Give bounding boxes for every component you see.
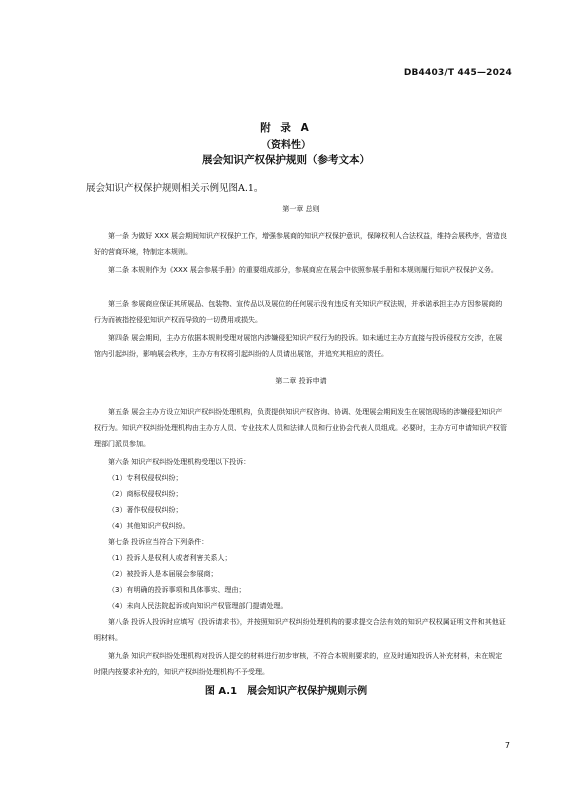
article-4: 第四条 展会期间，主办方依据本规则受理对展馆内涉嫌侵犯知识产权行为的投诉。如未通过主办方直接与投诉侵权方交涉，在展馆内引起纠纷，影响展会秩序，主办方有权将引起纠纷的人员请出展馆，并追究其相应的责任。 (94, 334, 503, 358)
intro-text: 展会知识产权保护规则相关示例见图A.1。 (86, 183, 264, 194)
article-8: 第八条 投诉人投诉时应填写《投诉请求书》，并按照知识产权纠纷处理机构的要求提交合法有效的知识产权权属证明文件和其他证明材料。 (94, 618, 506, 642)
article-7-item: （3）有明确的投诉事项和具体事实、理由； (108, 586, 246, 594)
article-1: 第一条 为做好 XXX 展会期间知识产权保护工作，增强参展商的知识产权保护意识，保障权利人合法权益，维持会展秩序，营造良好的营商环境，特制定本规则。 (94, 232, 508, 256)
article-2: 第二条 本规则作为《XXX 展会参展手册》的重要组成部分，参展商应在展会中依照参展手册和本规则履行知识产权保护义务。 (108, 266, 498, 274)
chapter-1-title: 第一章 总则 (282, 205, 320, 213)
article-6-item: （3）著作权侵权纠纷； (108, 506, 183, 514)
article-6-title: 第六条 知识产权纠纷处理机构受理以下投诉： (108, 458, 251, 466)
article-7-item: （4）未向人民法院起诉或向知识产权管理部门提请处理。 (108, 602, 288, 610)
article-6-item: （2）商标权侵权纠纷； (108, 490, 183, 498)
article-7-item: （1）投诉人是权利人或者利害关系人； (108, 554, 232, 562)
article-7-item: （2）被投诉人是本届展会参展商； (108, 570, 218, 578)
appendix-nature: （资料性） (261, 140, 311, 151)
page-number: 7 (504, 741, 510, 750)
figure-caption: 图 A.1 展会知识产权保护规则示例 (204, 686, 368, 697)
article-7-title: 第七条 投诉应当符合下列条件： (108, 538, 209, 546)
chapter-2-title: 第二章 投诉申请 (275, 377, 327, 385)
rules-title: 展会知识产权保护规则（参考文本） (202, 154, 370, 166)
figure-rules-example (86, 196, 516, 676)
article-3: 第三条 参展商应保证其所展品、包装物、宣传品以及展位的任何展示没有违反有关知识产权法规，并承诺承担主办方因参展商的行为而被指控侵犯知识产权而导致的一切费用或损失。 (94, 300, 503, 324)
standard-code: DB4403/T 445—2024 (403, 68, 512, 78)
article-6-item: （1）专利权侵权纠纷； (108, 474, 183, 482)
article-6-item: （4）其他知识产权纠纷。 (108, 522, 190, 530)
article-5: 第五条 展会主办方设立知识产权纠纷处理机构，负责提供知识产权咨询、协调、处理展会期间发生在展馆现场的涉嫌侵犯知识产权行为。知识产权纠纷处理机构由主办方人员、专业技术人员和法律人员和行业协会代表人员组成。必要时，主办方可申请知识产权管理部门派员参加。 (94, 408, 507, 448)
article-9: 第九条 知识产权纠纷处理机构对投诉人提交的材料进行初步审核，不符合本规则要求的，应及时通知投诉人补充材料，未在规定时限内按要求补充的，知识产权纠纷处理机构不予受理。 (94, 652, 503, 676)
appendix-title: 附 录 A (260, 122, 312, 134)
